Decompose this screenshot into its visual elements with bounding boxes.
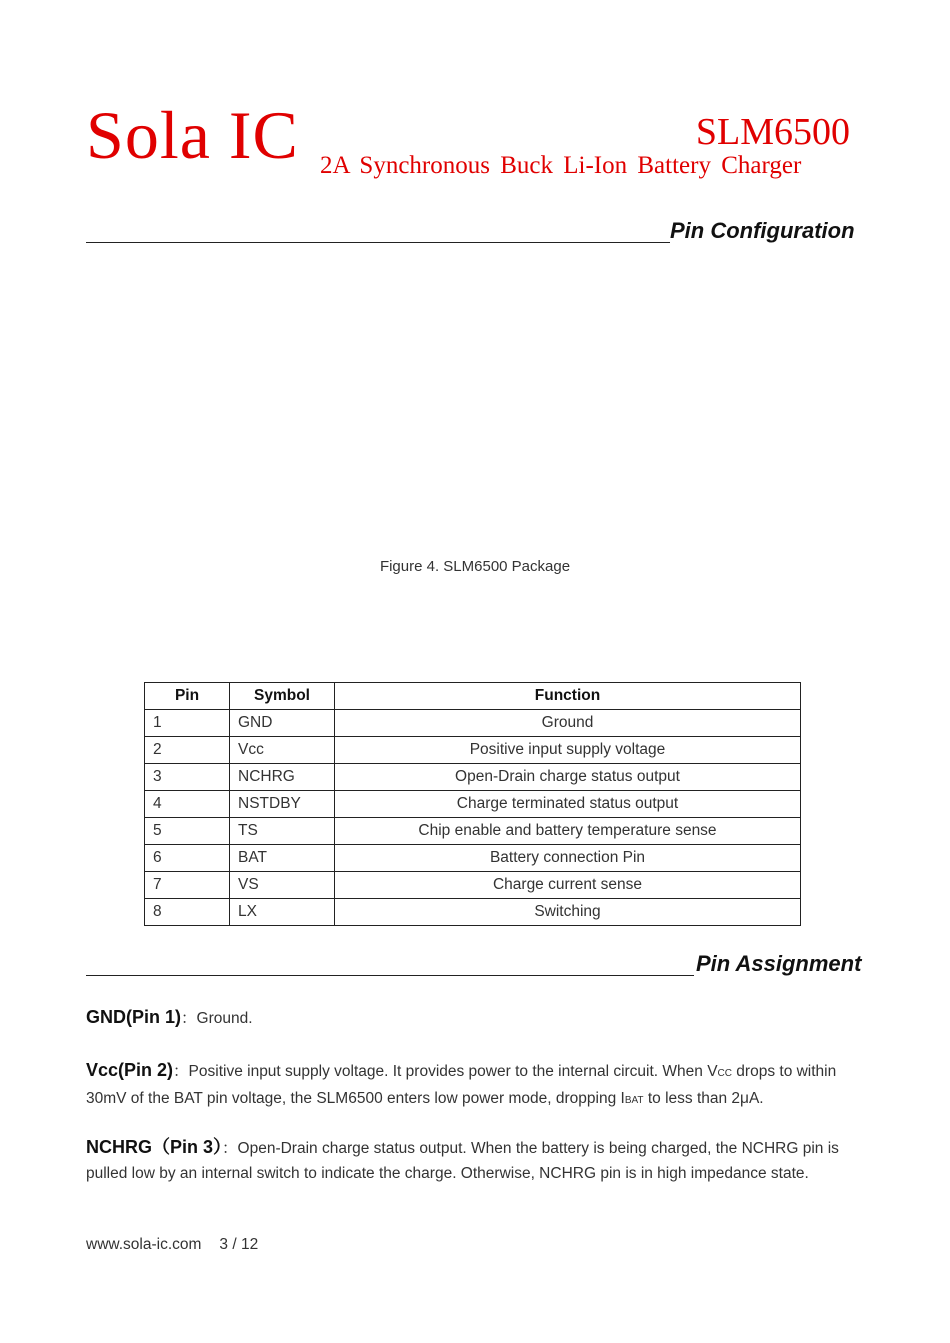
table-row	[145, 872, 801, 899]
pin-number: 7	[145, 872, 230, 899]
term-separator: ：	[181, 1010, 197, 1027]
subscript-cc: CC	[717, 1068, 732, 1079]
section-rule-pin-configuration	[86, 242, 670, 243]
pin-function: Chip enable and battery temperature sense	[335, 818, 801, 845]
pin-number: 2	[145, 737, 230, 764]
pin-function: Battery connection Pin	[335, 845, 801, 872]
figure-caption: Figure 4. SLM6500 Package	[379, 558, 571, 575]
pin-symbol: NCHRG	[230, 764, 335, 791]
page-footer	[86, 1236, 258, 1254]
column-header-symbol: Symbol	[230, 683, 335, 710]
pin-number: 6	[145, 845, 230, 872]
subscript-bat: BAT	[624, 1095, 644, 1106]
pin-symbol: VS	[230, 872, 335, 899]
pin-function: Switching	[335, 899, 801, 926]
pin-symbol: BAT	[230, 845, 335, 872]
pin-text-gnd: Ground.	[196, 1010, 253, 1027]
term-separator: ：	[222, 1140, 238, 1157]
column-header-function: Function	[335, 683, 801, 710]
pin-symbol: GND	[230, 710, 335, 737]
pin-symbol: Vcc	[230, 737, 335, 764]
pin-term-vcc: Vcc(Pin 2)	[86, 1060, 174, 1080]
footer-page-number: 3 / 12	[219, 1236, 259, 1253]
table-row	[145, 737, 801, 764]
pin-description-gnd	[86, 1005, 846, 1031]
table-row	[145, 710, 801, 737]
pin-text-vcc-part3: to less than 2μA.	[643, 1090, 764, 1107]
pin-function: Ground	[335, 710, 801, 737]
table-row	[145, 818, 801, 845]
pin-function: Charge terminated status output	[335, 791, 801, 818]
pin-symbol: TS	[230, 818, 335, 845]
term-separator: ：	[173, 1063, 189, 1080]
table-row	[145, 899, 801, 926]
pin-description-nchrg	[86, 1135, 846, 1186]
pin-symbol: NSTDBY	[230, 791, 335, 818]
table-header-row	[145, 683, 801, 710]
pin-number: 8	[145, 899, 230, 926]
pin-text-vcc-part2: drops to within 30mV of the BAT pin voltage, the SLM6500 enters low power mode, dropping I	[86, 1063, 837, 1107]
pin-term-gnd: GND(Pin 1)	[86, 1007, 182, 1027]
column-header-pin: Pin	[145, 683, 230, 710]
pin-number: 1	[145, 710, 230, 737]
pin-function: Positive input supply voltage	[335, 737, 801, 764]
section-title-pin-assignment: Pin Assignment	[696, 951, 862, 976]
footer-website: www.sola-ic.com	[86, 1236, 202, 1253]
pin-table	[144, 682, 801, 926]
brand-logo-text: Sola IC	[86, 97, 299, 173]
pin-number: 4	[145, 791, 230, 818]
pin-text-nchrg: Open-Drain charge status output. When the battery is being charged, the NCHRG pin is pulled low by an internal switch to indicate the charge. Otherwise, NCHRG pin is in high impedance state.	[86, 1140, 839, 1182]
table-row	[145, 764, 801, 791]
document-subtitle: 2A Synchronous Buck Li-Ion Battery Charger	[320, 152, 802, 179]
section-rule-pin-assignment	[86, 975, 694, 976]
pin-term-nchrg: NCHRG（Pin 3）	[86, 1137, 223, 1157]
part-number: SLM6500	[695, 111, 850, 153]
pin-text-vcc-part1: Positive input supply voltage. It provides power to the internal circuit. When V	[188, 1063, 718, 1080]
pin-symbol: LX	[230, 899, 335, 926]
section-title-pin-configuration: Pin Configuration	[670, 218, 855, 243]
table-row	[145, 791, 801, 818]
pin-description-vcc	[86, 1058, 846, 1113]
pin-number: 3	[145, 764, 230, 791]
pin-number: 5	[145, 818, 230, 845]
pin-function: Charge current sense	[335, 872, 801, 899]
table-row	[145, 845, 801, 872]
pin-function: Open-Drain charge status output	[335, 764, 801, 791]
